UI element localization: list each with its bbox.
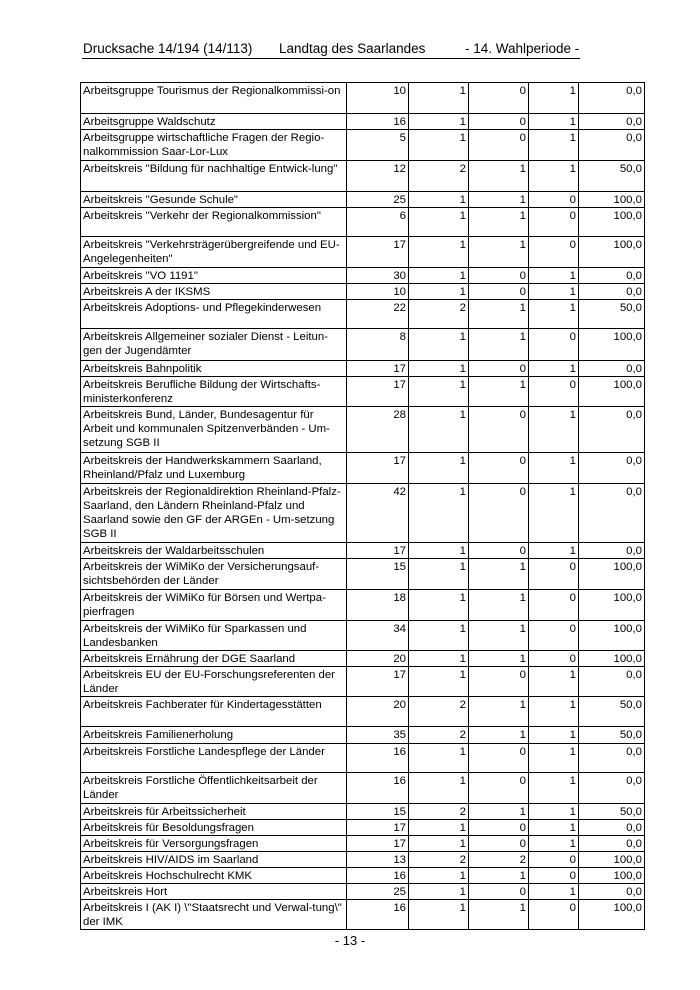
saarland-members-cell: 1 <box>409 868 469 884</box>
table-row <box>81 773 645 804</box>
saarland-members-cell: 1 <box>409 192 469 208</box>
committee-name-cell: Arbeitskreis Ernährung der DGE Saarland <box>81 651 347 667</box>
table-row <box>81 667 645 697</box>
committee-name-cell: Arbeitskreis Bund, Länder, Bundesagentur für Arbeit und kommunalen Spitzenverbänden - Um-setzung SGB II <box>81 407 347 453</box>
women-share-cell: 100,0 <box>579 559 645 590</box>
women-cell: 0 <box>469 361 529 377</box>
members-cell: 6 <box>347 208 409 237</box>
saarland-members-cell: 2 <box>409 852 469 868</box>
women-share-cell: 0,0 <box>579 484 645 543</box>
women-share-cell: 0,0 <box>579 884 645 900</box>
committee-name-cell: Arbeitsgruppe wirtschaftliche Fragen der Regio-nalkommission Saar-Lor-Lux <box>81 130 347 161</box>
table-row <box>81 83 645 114</box>
members-cell: 25 <box>347 884 409 900</box>
saarland-members-cell: 1 <box>409 361 469 377</box>
table-row <box>81 114 645 130</box>
women-cell: 1 <box>469 192 529 208</box>
table-row <box>81 192 645 208</box>
saarland-members-cell: 1 <box>409 453 469 484</box>
women-cell: 0 <box>469 884 529 900</box>
women-cell: 0 <box>469 543 529 559</box>
saarland-members-cell: 2 <box>409 161 469 192</box>
members-cell: 16 <box>347 868 409 884</box>
members-cell: 25 <box>347 192 409 208</box>
men-cell: 1 <box>529 161 579 192</box>
saarland-members-cell: 1 <box>409 651 469 667</box>
table-row <box>81 621 645 651</box>
saarland-members-cell: 1 <box>409 590 469 621</box>
men-cell: 0 <box>529 900 579 930</box>
table-row <box>81 237 645 268</box>
men-cell: 1 <box>529 268 579 284</box>
men-cell: 0 <box>529 329 579 361</box>
members-cell: 16 <box>347 773 409 804</box>
women-share-cell: 0,0 <box>579 130 645 161</box>
women-share-cell: 50,0 <box>579 697 645 727</box>
committee-name-cell: Arbeitskreis I (AK I) \"Staatsrecht und Verwal-tung\" der IMK <box>81 900 347 930</box>
saarland-members-cell: 1 <box>409 237 469 268</box>
men-cell: 1 <box>529 820 579 836</box>
table-row <box>81 590 645 621</box>
women-cell: 1 <box>469 727 529 744</box>
members-cell: 17 <box>347 361 409 377</box>
men-cell: 1 <box>529 773 579 804</box>
members-cell: 13 <box>347 852 409 868</box>
committee-name-cell: Arbeitskreis der WiMiKo für Sparkassen und Landesbanken <box>81 621 347 651</box>
women-share-cell: 100,0 <box>579 868 645 884</box>
men-cell: 0 <box>529 192 579 208</box>
saarland-members-cell: 1 <box>409 820 469 836</box>
women-cell: 0 <box>469 130 529 161</box>
men-cell: 1 <box>529 884 579 900</box>
saarland-members-cell: 1 <box>409 900 469 930</box>
table-row <box>81 727 645 744</box>
women-share-cell: 50,0 <box>579 804 645 820</box>
women-share-cell: 0,0 <box>579 836 645 852</box>
women-share-cell: 0,0 <box>579 820 645 836</box>
men-cell: 1 <box>529 83 579 114</box>
men-cell: 1 <box>529 836 579 852</box>
women-cell: 1 <box>469 621 529 651</box>
men-cell: 1 <box>529 667 579 697</box>
committee-name-cell: Arbeitskreis Allgemeiner sozialer Dienst - Leitun-gen der Jugendämter <box>81 329 347 361</box>
document-number: Drucksache 14/194 (14/113) <box>83 41 253 56</box>
men-cell: 1 <box>529 407 579 453</box>
women-share-cell: 100,0 <box>579 377 645 407</box>
committee-name-cell: Arbeitskreis "Verkehrsträgerübergreifende und EU-Angelegenheiten" <box>81 237 347 268</box>
table-row <box>81 900 645 930</box>
parliament-name: Landtag des Saarlandes <box>279 41 426 56</box>
women-cell: 1 <box>469 237 529 268</box>
saarland-members-cell: 1 <box>409 884 469 900</box>
header-rule <box>82 58 580 59</box>
members-cell: 15 <box>347 804 409 820</box>
members-cell: 42 <box>347 484 409 543</box>
men-cell: 1 <box>529 453 579 484</box>
members-cell: 16 <box>347 744 409 773</box>
women-share-cell: 0,0 <box>579 268 645 284</box>
women-share-cell: 0,0 <box>579 407 645 453</box>
men-cell: 0 <box>529 621 579 651</box>
saarland-members-cell: 2 <box>409 697 469 727</box>
men-cell: 1 <box>529 300 579 329</box>
members-cell: 18 <box>347 590 409 621</box>
saarland-members-cell: 1 <box>409 83 469 114</box>
table-row <box>81 453 645 484</box>
saarland-members-cell: 1 <box>409 744 469 773</box>
committee-name-cell: Arbeitskreis "Bildung für nachhaltige Entwick-lung" <box>81 161 347 192</box>
committee-name-cell: Arbeitskreis Fachberater für Kindertagesstätten <box>81 697 347 727</box>
table-row <box>81 284 645 300</box>
women-share-cell: 100,0 <box>579 237 645 268</box>
men-cell: 0 <box>529 868 579 884</box>
committee-name-cell: Arbeitskreis der WiMiKo der Versicherungsauf-sichtsbehörden der Länder <box>81 559 347 590</box>
committee-name-cell: Arbeitskreis der WiMiKo für Börsen und Wertpa-pierfragen <box>81 590 347 621</box>
women-share-cell: 100,0 <box>579 852 645 868</box>
men-cell: 0 <box>529 651 579 667</box>
women-cell: 0 <box>469 836 529 852</box>
members-cell: 34 <box>347 621 409 651</box>
committee-name-cell: Arbeitskreis EU der EU-Forschungsreferenten der Länder <box>81 667 347 697</box>
women-share-cell: 100,0 <box>579 208 645 237</box>
members-cell: 17 <box>347 667 409 697</box>
women-cell: 0 <box>469 268 529 284</box>
women-cell: 0 <box>469 83 529 114</box>
committee-name-cell: Arbeitskreis für Versorgungsfragen <box>81 836 347 852</box>
members-cell: 20 <box>347 697 409 727</box>
table-row <box>81 161 645 192</box>
men-cell: 1 <box>529 744 579 773</box>
women-share-cell: 0,0 <box>579 361 645 377</box>
committee-name-cell: Arbeitskreis A der IKSMS <box>81 284 347 300</box>
table-row <box>81 836 645 852</box>
women-cell: 1 <box>469 161 529 192</box>
members-cell: 17 <box>347 820 409 836</box>
women-share-cell: 0,0 <box>579 667 645 697</box>
members-cell: 10 <box>347 284 409 300</box>
men-cell: 1 <box>529 130 579 161</box>
women-cell: 1 <box>469 590 529 621</box>
saarland-members-cell: 1 <box>409 773 469 804</box>
men-cell: 0 <box>529 852 579 868</box>
members-cell: 17 <box>347 237 409 268</box>
saarland-members-cell: 1 <box>409 268 469 284</box>
table-row <box>81 820 645 836</box>
committee-name-cell: Arbeitskreis der Handwerkskammern Saarland, Rheinland/Pfalz und Luxemburg <box>81 453 347 484</box>
table-row <box>81 208 645 237</box>
members-cell: 10 <box>347 83 409 114</box>
committee-name-cell: Arbeitskreis für Besoldungsfragen <box>81 820 347 836</box>
table-row <box>81 651 645 667</box>
women-cell: 0 <box>469 820 529 836</box>
members-cell: 16 <box>347 114 409 130</box>
members-cell: 35 <box>347 727 409 744</box>
members-cell: 17 <box>347 453 409 484</box>
saarland-members-cell: 1 <box>409 130 469 161</box>
men-cell: 0 <box>529 208 579 237</box>
saarland-members-cell: 1 <box>409 208 469 237</box>
committee-name-cell: Arbeitskreis Adoptions- und Pflegekinderwesen <box>81 300 347 329</box>
women-share-cell: 0,0 <box>579 543 645 559</box>
table-row <box>81 559 645 590</box>
women-cell: 1 <box>469 329 529 361</box>
committee-name-cell: Arbeitsgruppe Waldschutz <box>81 114 347 130</box>
committee-name-cell: Arbeitskreis HIV/AIDS im Saarland <box>81 852 347 868</box>
committee-table-body <box>81 83 645 930</box>
table-row <box>81 852 645 868</box>
women-cell: 0 <box>469 453 529 484</box>
men-cell: 1 <box>529 284 579 300</box>
committee-name-cell: Arbeitskreis für Arbeitssicherheit <box>81 804 347 820</box>
members-cell: 8 <box>347 329 409 361</box>
page-header <box>83 41 579 59</box>
women-cell: 1 <box>469 868 529 884</box>
women-share-cell: 50,0 <box>579 727 645 744</box>
women-share-cell: 50,0 <box>579 161 645 192</box>
saarland-members-cell: 1 <box>409 114 469 130</box>
members-cell: 17 <box>347 377 409 407</box>
women-share-cell: 50,0 <box>579 300 645 329</box>
members-cell: 17 <box>347 836 409 852</box>
women-cell: 1 <box>469 804 529 820</box>
women-share-cell: 100,0 <box>579 651 645 667</box>
saarland-members-cell: 1 <box>409 543 469 559</box>
members-cell: 15 <box>347 559 409 590</box>
table-row <box>81 884 645 900</box>
table-row <box>81 744 645 773</box>
table-row <box>81 407 645 453</box>
women-cell: 0 <box>469 667 529 697</box>
men-cell: 0 <box>529 559 579 590</box>
members-cell: 22 <box>347 300 409 329</box>
committee-name-cell: Arbeitskreis Bahnpolitik <box>81 361 347 377</box>
men-cell: 1 <box>529 543 579 559</box>
men-cell: 1 <box>529 361 579 377</box>
women-share-cell: 100,0 <box>579 329 645 361</box>
women-share-cell: 0,0 <box>579 453 645 484</box>
women-share-cell: 0,0 <box>579 284 645 300</box>
women-share-cell: 0,0 <box>579 744 645 773</box>
women-cell: 0 <box>469 114 529 130</box>
saarland-members-cell: 1 <box>409 559 469 590</box>
women-cell: 1 <box>469 559 529 590</box>
women-share-cell: 100,0 <box>579 900 645 930</box>
members-cell: 12 <box>347 161 409 192</box>
men-cell: 1 <box>529 697 579 727</box>
committee-name-cell: Arbeitsgruppe Tourismus der Regionalkommissi-on <box>81 83 347 114</box>
table-row <box>81 697 645 727</box>
women-cell: 0 <box>469 773 529 804</box>
men-cell: 1 <box>529 114 579 130</box>
committee-name-cell: Arbeitskreis Hochschulrecht KMK <box>81 868 347 884</box>
committee-name-cell: Arbeitskreis "Verkehr der Regionalkommission" <box>81 208 347 237</box>
women-share-cell: 100,0 <box>579 192 645 208</box>
table-row <box>81 868 645 884</box>
committee-name-cell: Arbeitskreis der Regionaldirektion Rheinland-Pfalz-Saarland, den Ländern Rheinland-Pfalz und Saarland sowie den GF der ARGEn - Um-setzung SGB II <box>81 484 347 543</box>
women-cell: 1 <box>469 651 529 667</box>
men-cell: 0 <box>529 377 579 407</box>
table-row <box>81 268 645 284</box>
saarland-members-cell: 1 <box>409 836 469 852</box>
saarland-members-cell: 1 <box>409 329 469 361</box>
women-share-cell: 100,0 <box>579 590 645 621</box>
women-cell: 0 <box>469 284 529 300</box>
committee-name-cell: Arbeitskreis Berufliche Bildung der Wirtschafts-ministerkonferenz <box>81 377 347 407</box>
committee-name-cell: Arbeitskreis Familienerholung <box>81 727 347 744</box>
men-cell: 1 <box>529 727 579 744</box>
saarland-members-cell: 1 <box>409 377 469 407</box>
saarland-members-cell: 1 <box>409 621 469 651</box>
committee-name-cell: Arbeitskreis Forstliche Öffentlichkeitsarbeit der Länder <box>81 773 347 804</box>
men-cell: 1 <box>529 804 579 820</box>
members-cell: 17 <box>347 543 409 559</box>
women-cell: 1 <box>469 300 529 329</box>
women-cell: 1 <box>469 900 529 930</box>
men-cell: 0 <box>529 590 579 621</box>
women-cell: 2 <box>469 852 529 868</box>
women-share-cell: 0,0 <box>579 773 645 804</box>
saarland-members-cell: 2 <box>409 727 469 744</box>
table-row <box>81 543 645 559</box>
women-share-cell: 0,0 <box>579 114 645 130</box>
saarland-members-cell: 2 <box>409 804 469 820</box>
table-row <box>81 130 645 161</box>
committee-name-cell: Arbeitskreis "Gesunde Schule" <box>81 192 347 208</box>
women-share-cell: 0,0 <box>579 83 645 114</box>
members-cell: 16 <box>347 900 409 930</box>
committee-name-cell: Arbeitskreis Hort <box>81 884 347 900</box>
page-number: - 13 - <box>334 933 366 948</box>
saarland-members-cell: 2 <box>409 300 469 329</box>
table-row <box>81 377 645 407</box>
legislative-period: - 14. Wahlperiode - <box>465 41 580 56</box>
men-cell: 0 <box>529 237 579 268</box>
members-cell: 20 <box>347 651 409 667</box>
members-cell: 28 <box>347 407 409 453</box>
table-row <box>81 300 645 329</box>
members-cell: 5 <box>347 130 409 161</box>
saarland-members-cell: 1 <box>409 667 469 697</box>
women-cell: 0 <box>469 407 529 453</box>
committee-name-cell: Arbeitskreis der Waldarbeitsschulen <box>81 543 347 559</box>
women-cell: 1 <box>469 377 529 407</box>
women-share-cell: 100,0 <box>579 621 645 651</box>
saarland-members-cell: 1 <box>409 284 469 300</box>
members-cell: 30 <box>347 268 409 284</box>
women-cell: 0 <box>469 744 529 773</box>
committee-name-cell: Arbeitskreis Forstliche Landespflege der Länder <box>81 744 347 773</box>
table-row <box>81 329 645 361</box>
committee-table <box>80 82 645 930</box>
saarland-members-cell: 1 <box>409 407 469 453</box>
men-cell: 1 <box>529 484 579 543</box>
table-row <box>81 804 645 820</box>
women-cell: 0 <box>469 484 529 543</box>
saarland-members-cell: 1 <box>409 484 469 543</box>
committee-name-cell: Arbeitskreis "VO 1191" <box>81 268 347 284</box>
table-row <box>81 484 645 543</box>
table-row <box>81 361 645 377</box>
women-cell: 1 <box>469 208 529 237</box>
women-cell: 1 <box>469 697 529 727</box>
